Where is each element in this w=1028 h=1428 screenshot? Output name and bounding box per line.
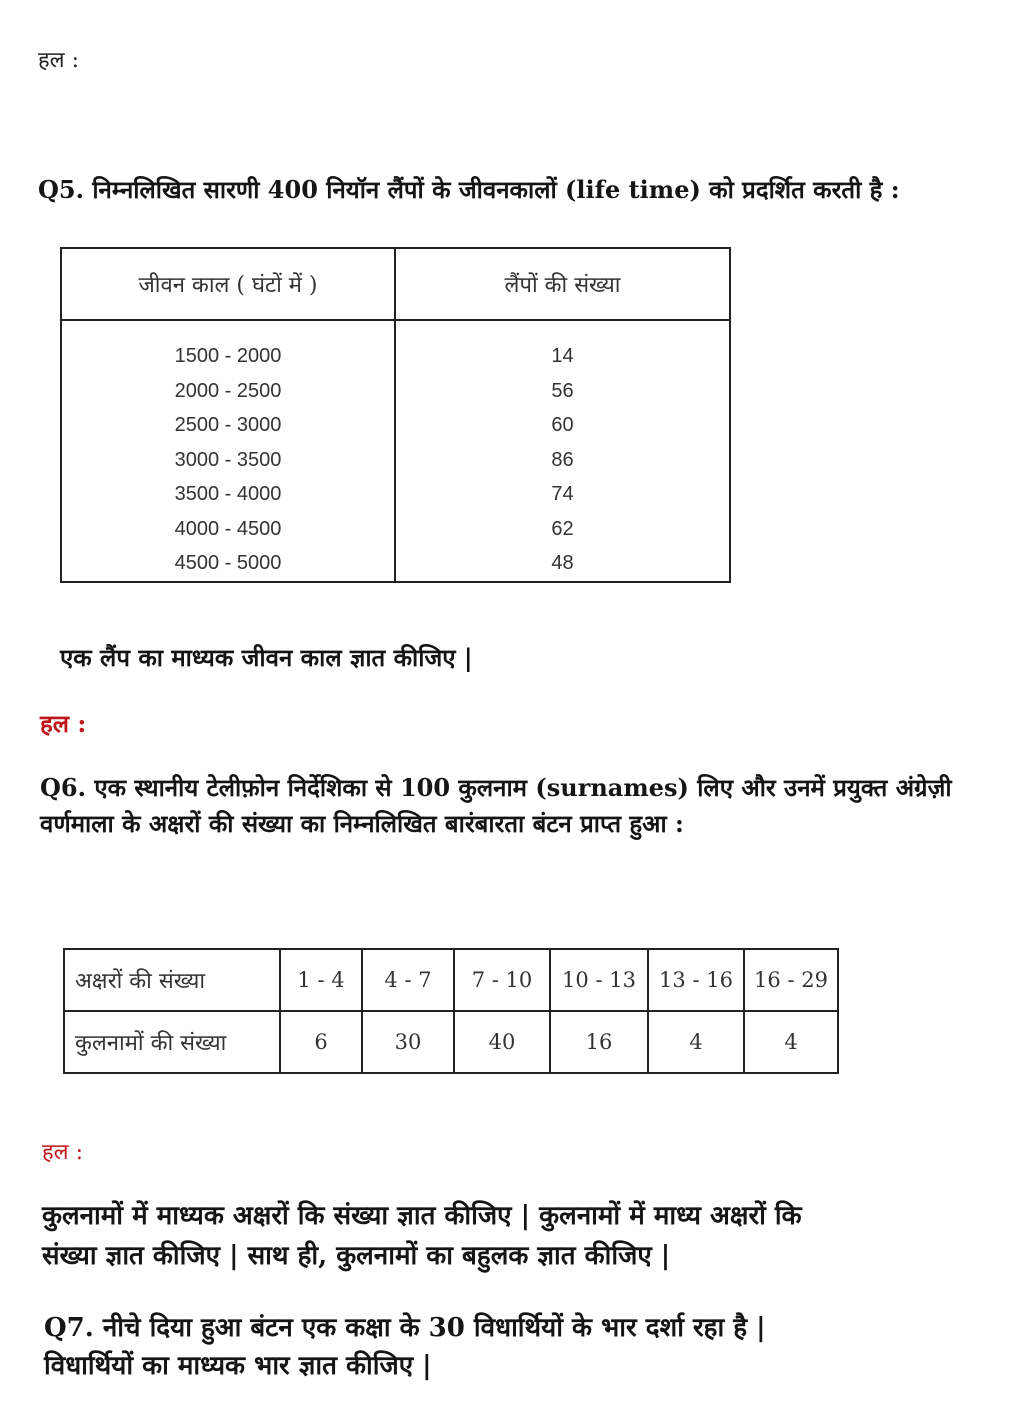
q6-interval-cell: 10 - 13 [550,949,648,1011]
q6-count-cell: 16 [550,1011,648,1073]
q7-text-line1: Q7. नीचे दिया हुआ बंटन एक कक्षा के 30 विधार्थियों के भार दर्शा रहा है | [44,1313,766,1343]
q6-interval-cell: 16 - 29 [744,949,838,1011]
q5-table [60,247,731,583]
q6-interval-cell: 1 - 4 [280,949,362,1011]
table-row: 86 [551,448,574,471]
table-row: 4000 - 4500 [174,517,282,540]
table-row: 2500 - 3000 [174,414,282,436]
table-row: 1500 - 2000 [174,345,282,367]
q5-solution-label: हल : [40,709,87,738]
q5-header-lamp-count: लैंपों की संख्या [504,273,621,298]
q5-count-column [396,339,729,581]
q5-text: Q5. निम्नलिखित सारणी 400 नियॉन लैंपों के जीवनकालों (life time) को प्रदर्शित करती है : [38,175,900,204]
q6-text-line2: वर्णमाला के अक्षरों की संख्या का निम्नलिखित बारंबारता बंटन प्राप्त हुआ : [40,809,684,838]
q6-count-cell: 6 [280,1011,362,1073]
q5-header-lifetime: जीवन काल ( घंटों में ) [138,273,318,298]
q7-text-line2: विधार्थियों का माध्यक भार ज्ञात कीजिए | [44,1351,432,1381]
table-row: 14 [551,345,574,367]
q6-row-letters [64,949,838,1011]
table-row: 62 [551,517,574,540]
q6-text-line1: Q6. एक स्थानीय टेलीफ़ोन निर्देशिका से 100 कुलनाम (surnames) लिए और उनमें प्रयुक्त अंग्रेज़ी [40,773,952,802]
q6-row-surnames [64,1011,838,1073]
q6-table [63,948,839,1074]
q6-interval-cell: 13 - 16 [648,949,744,1011]
solution-label-top: हल : [38,48,80,73]
table-row: 56 [551,379,574,402]
table-row: 60 [551,414,574,436]
table-row: 3000 - 3500 [174,448,282,471]
q6-question-line2: संख्या ज्ञात कीजिए | साथ ही, कुलनामों का बहुलक ज्ञात कीजिए | [42,1241,671,1271]
table-row: 3500 - 4000 [174,483,282,505]
q6-interval-cell: 4 - 7 [362,949,454,1011]
q6-interval-cell: 7 - 10 [454,949,550,1011]
q6-count-cell: 30 [362,1011,454,1073]
table-row: 74 [551,483,574,505]
q6-question-line1: कुलनामों में माध्यक अक्षरों कि संख्या ज्ञात कीजिए | कुलनामों में माध्य अक्षरों कि [42,1201,802,1231]
table-row: 4500 - 5000 [174,552,282,574]
q5-lifetime-column [62,339,394,581]
q6-count-cell: 4 [648,1011,744,1073]
q6-count-cell: 40 [454,1011,550,1073]
q5-question: एक लैंप का माध्यक जीवन काल ज्ञात कीजिए | [60,643,473,672]
q6-count-cell: 4 [744,1011,838,1073]
table-row: 2000 - 2500 [174,379,282,402]
q6-solution-label: हल : [42,1140,84,1165]
q6-row-letters-label: अक्षरों की संख्या [64,949,280,1011]
q6-row-surnames-label: कुलनामों की संख्या [64,1011,280,1073]
table-row: 48 [551,552,574,574]
